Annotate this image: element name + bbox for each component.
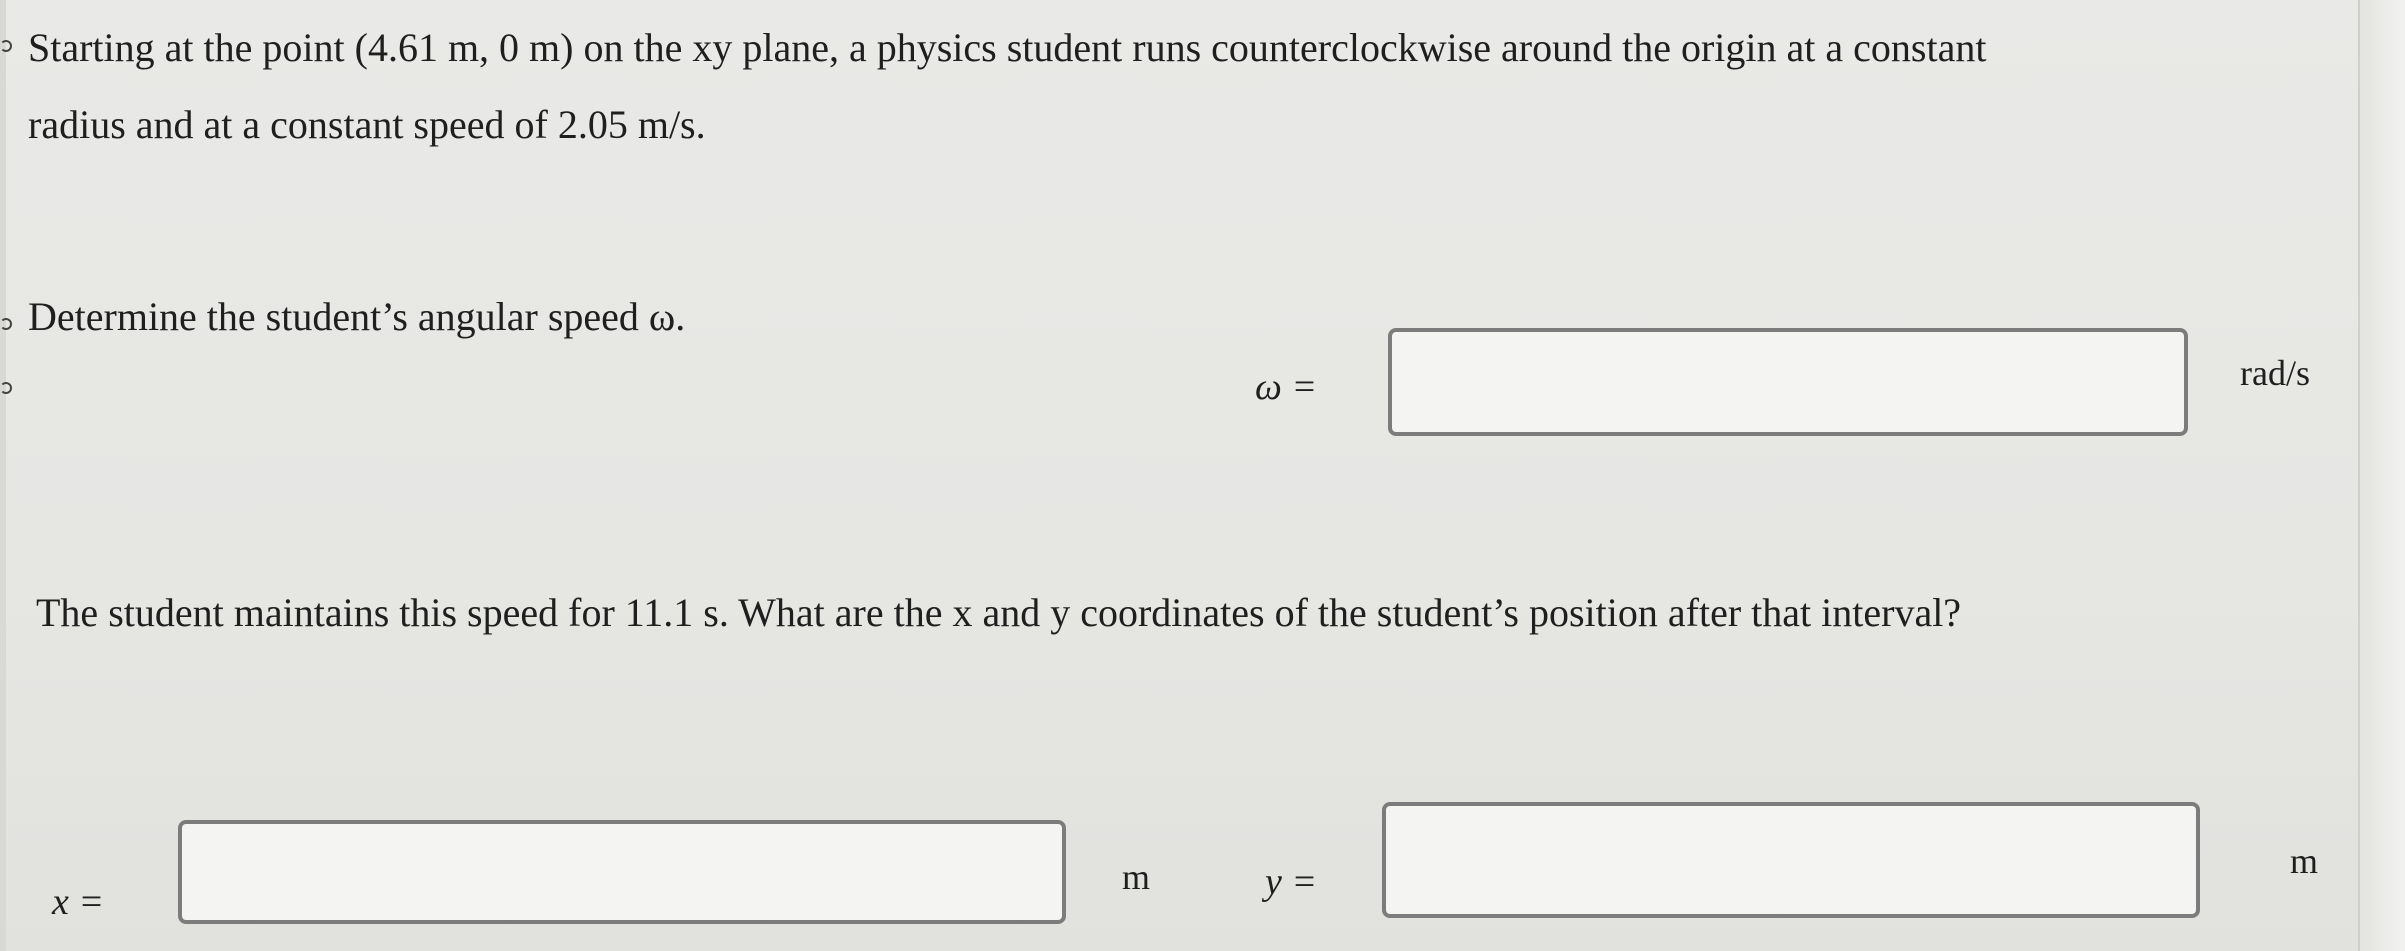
part2-prompt: The student maintains this speed for 11.1 s. What are the x and y coordinates of the student’s position after that interval? (36, 590, 1962, 635)
omega-label: ω = (1255, 366, 1317, 408)
omega-unit: rad/s (2240, 353, 2310, 393)
margin-dot-icon (0, 318, 12, 330)
margin-dot-icon (0, 382, 12, 394)
left-margin-edge (0, 0, 6, 951)
omega-answer-input[interactable] (1388, 328, 2188, 436)
x-label: x = (52, 881, 105, 923)
part1-prompt: Determine the student’s angular speed ω. (28, 294, 686, 339)
x-answer-input[interactable] (178, 820, 1066, 924)
right-scroll-edge (2358, 0, 2405, 951)
x-unit: m (1122, 857, 1151, 897)
y-unit: m (2290, 841, 2319, 881)
y-label: y = (1265, 861, 1318, 903)
question-intro-line-1: Starting at the point (4.61 m, 0 m) on the xy plane, a physics student runs counterclockwise around the origin at a constant (28, 25, 1987, 70)
margin-dot-icon (0, 40, 12, 52)
y-answer-input[interactable] (1382, 802, 2200, 918)
question-intro-line-2: radius and at a constant speed of 2.05 m/s. (28, 102, 706, 147)
